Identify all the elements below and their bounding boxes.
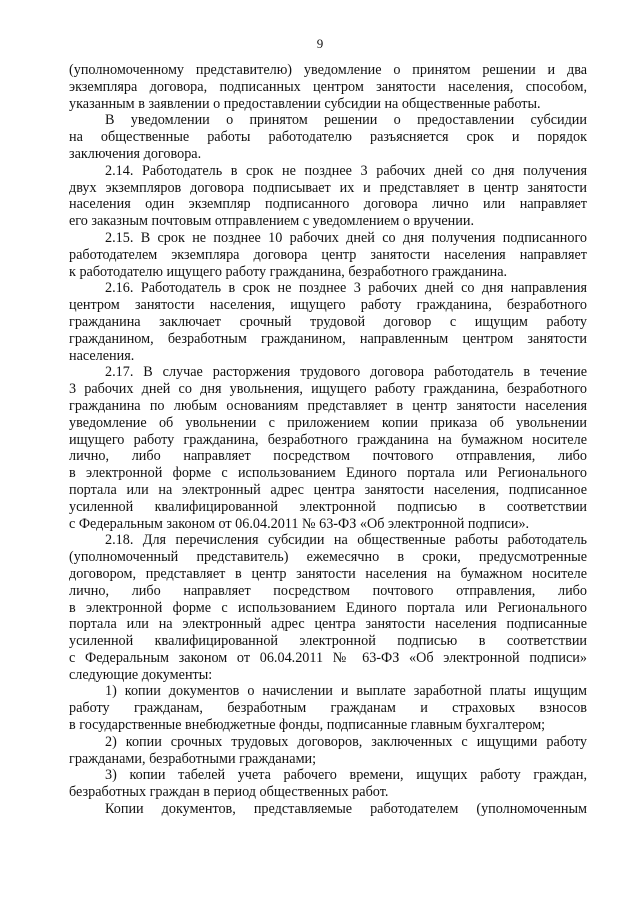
text-line: 2.18. Для перечисления субсидии на общественные работы работодатель <box>105 532 587 549</box>
text-line: заключения договора. <box>69 145 202 162</box>
text-line: 3) копии табелей учета рабочего времени, ищущих работу граждан, <box>105 767 587 784</box>
text-line: работу гражданам, безработным гражданам и страховых взносов <box>69 700 587 717</box>
text-line: лично, либо направляет посредством почтового отправления, либо <box>69 448 587 465</box>
text-line: в электронной форме с использованием Единого портала или Регионального <box>69 465 587 482</box>
text-line: 2.14. Работодатель в срок не позднее 3 рабочих дней со дня получения <box>105 162 587 179</box>
text-line: портала или на электронный адрес центра занятости населения подписанные <box>69 616 587 633</box>
text-line: 3 рабочих дней со дня увольнения, ищущего работу гражданина, безработного <box>69 381 587 398</box>
text-line: гражданином, безработным гражданином, направленным центром занятости <box>69 330 587 347</box>
text-line: с Федеральным законом от 06.04.2011 № 63-ФЗ «Об электронной подписи». <box>69 515 530 532</box>
page-number: 9 <box>316 36 324 51</box>
text-line: гражданина заключает срочный трудовой договор с ищущим работу <box>69 313 587 330</box>
text-line: на общественные работы работодателю разъясняется срок и порядок <box>69 129 587 146</box>
text-line: населения. <box>69 347 135 364</box>
text-line: портала или на электронный адрес центра занятости населения, подписанное <box>69 481 587 498</box>
text-line: экземпляра договора, подписанных центром занятости населения, способом, <box>69 78 587 95</box>
text-line: к работодателю ищущего работу гражданина, безработного гражданина. <box>69 263 508 280</box>
text-line: работодателем экземпляра договора центр занятости населения направляет <box>69 246 587 263</box>
text-line: 2.15. В срок не позднее 10 рабочих дней со дня получения подписанного <box>105 229 587 246</box>
text-line: договором, представляет в центр занятости населения на бумажном носителе <box>69 565 587 582</box>
text-line: (уполномоченному представителю) уведомление о принятом решении и два <box>69 62 587 78</box>
text-line: 1) копии документов о начислении и выплате заработной платы ищущим <box>105 683 587 700</box>
text-line: гражданами, безработными гражданами; <box>69 750 317 767</box>
text-line: в государственные внебюджетные фонды, подписанные главным бухгалтером; <box>69 717 546 734</box>
text-line: безработных граждан в период общественных работ. <box>69 784 389 801</box>
text-line: 2.17. В случае расторжения трудового договора работодатель в течение <box>105 364 587 381</box>
text-line: уведомление об увольнении с приложением копии приказа об увольнении <box>69 414 587 431</box>
text-line: указанным в заявлении о предоставлении субсидии на общественные работы. <box>69 95 541 112</box>
text-line: двух экземпляров договора подписывает их и представляет в центр занятости <box>69 179 587 196</box>
text-line: в электронной форме с использованием Единого портала или Регионального <box>69 599 587 616</box>
text-line: с Федеральным законом от 06.04.2011 № 63-ФЗ «Об электронной подписи» <box>69 649 587 666</box>
text-line: усиленной квалифицированной электронной подписью в соответствии <box>69 633 587 650</box>
text-line: Копии документов, представляемые работодателем (уполномоченным <box>105 801 587 818</box>
text-line: его заказным почтовым отправлением с уведомлением о вручении. <box>69 213 474 230</box>
text-line: населения один экземпляр подписанного договора лично или направляет <box>69 196 587 213</box>
text-line: В уведомлении о принятом решении о предоставлении субсидии <box>105 112 587 129</box>
text-line: 2.16. Работодатель в срок не позднее 3 рабочих дней со дня направления <box>105 280 587 297</box>
text-line: 2) копии срочных трудовых договоров, заключенных с ищущими работу <box>105 733 587 750</box>
document-body <box>69 62 587 818</box>
text-line: (уполномоченный представитель) ежемесячно в сроки, предусмотренные <box>69 549 587 566</box>
text-line: гражданина по любым основаниям представляет в центр занятости населения <box>69 397 587 414</box>
text-line: усиленной квалифицированной электронной подписью в соответствии <box>69 498 587 515</box>
text-line: ищущего работу гражданина, безработного гражданина на бумажном носителе <box>69 431 587 448</box>
text-line: следующие документы: <box>69 666 213 683</box>
text-line: центром занятости населения, ищущего работу гражданина, безработного <box>69 297 587 314</box>
text-line: лично, либо направляет посредством почтового отправления, либо <box>69 582 587 599</box>
